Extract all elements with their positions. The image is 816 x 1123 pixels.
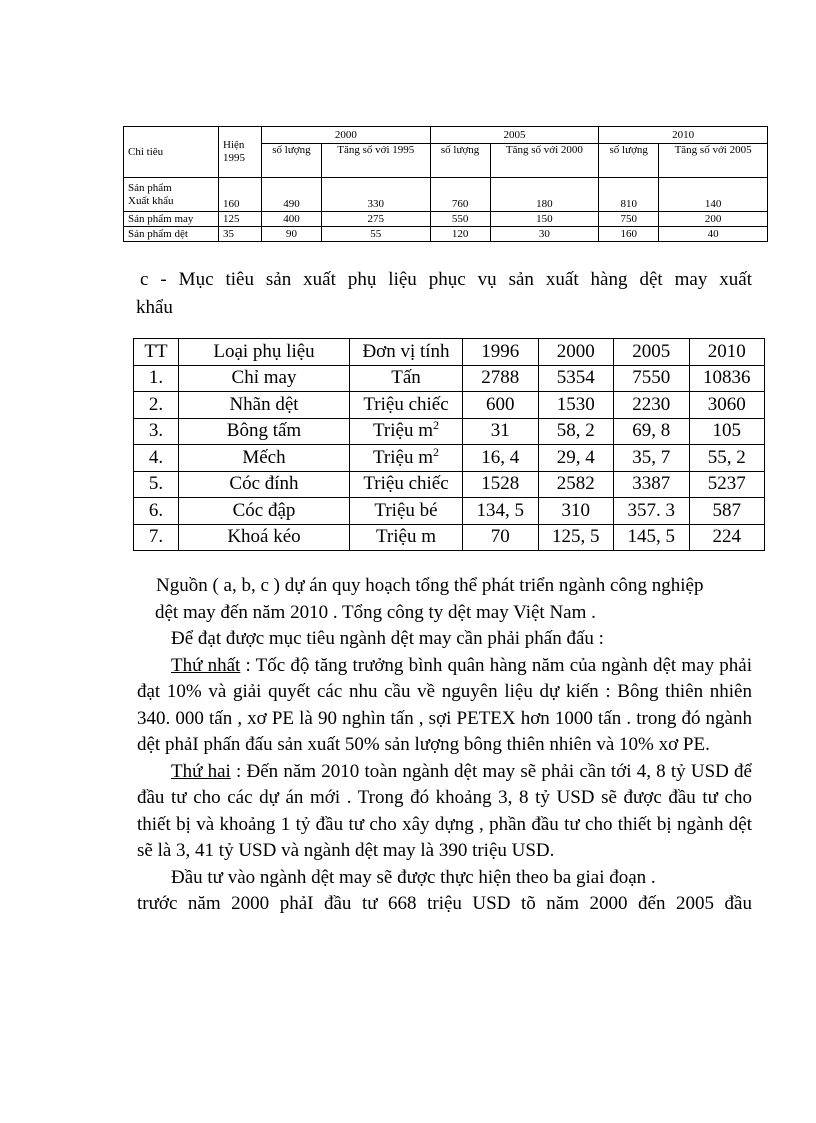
table-cell: 550	[430, 212, 490, 227]
row-label: Sản phẩm dệt	[124, 227, 219, 242]
table-row	[124, 227, 768, 242]
accessory-production-table	[133, 338, 765, 551]
subheader-tang: Tăng số với 1995	[321, 144, 430, 178]
unit-cell	[350, 392, 463, 419]
table-cell: 150	[490, 212, 599, 227]
table-cell: 3060	[689, 392, 765, 419]
table-cell: 140	[659, 178, 768, 212]
table-cell: 90	[262, 227, 322, 242]
table-cell: 35, 7	[614, 445, 690, 472]
table-cell: 5237	[689, 471, 765, 498]
table-row	[134, 471, 765, 498]
unit-text: Triệu m	[375, 526, 436, 548]
table-cell: 55	[321, 227, 430, 242]
table-cell: 29, 4	[538, 445, 614, 472]
row-number: 1.	[134, 365, 179, 392]
table-cell: 125, 5	[538, 524, 614, 551]
table-cell: 357. 3	[614, 498, 690, 525]
header-year: 2005	[614, 339, 690, 366]
table-header-row	[134, 339, 765, 366]
phase-paragraph	[137, 865, 752, 892]
table-cell: 2582	[538, 471, 614, 498]
table-cell: 1528	[463, 471, 539, 498]
table-row	[134, 418, 765, 445]
table-cell: 760	[430, 178, 490, 212]
unit-text: Triệu chiếc	[363, 473, 449, 495]
table-row	[134, 365, 765, 392]
table-row	[134, 392, 765, 419]
table-cell: 310	[538, 498, 614, 525]
unit-text: Tấn	[391, 367, 421, 389]
unit-cell	[350, 445, 463, 472]
subheader-tang: Tăng số với 2000	[490, 144, 599, 178]
row-label-line: Sản phẩm	[128, 181, 172, 194]
second-goal-paragraph	[137, 759, 752, 865]
source-line: Nguồn ( a, b, c ) dự án quy hoạch tổng thể phát triển ngành công nghiệp	[156, 575, 704, 596]
source-paragraph-cont: dệt may đến năm 2010 . Tổng công ty dệt may Việt Nam .	[155, 601, 596, 623]
header-year: 2000	[538, 339, 614, 366]
row-label: Sản phẩm may	[124, 212, 219, 227]
phase-paragraph-cont: trước năm 2000 phảI đầu tư 668 triệu USD tõ năm 2000 đến 2005 đầu	[137, 893, 752, 914]
table-cell: 490	[262, 178, 322, 212]
table-row	[134, 498, 765, 525]
table-cell: 2230	[614, 392, 690, 419]
unit-cell	[350, 498, 463, 525]
table-cell: 120	[430, 227, 490, 242]
table-cell: 10836	[689, 365, 765, 392]
first-goal-paragraph	[137, 653, 752, 759]
subheader-so-luong: số lượng	[599, 144, 659, 178]
second-goal-label: Thứ hai	[171, 760, 231, 782]
accessory-name: Chỉ may	[179, 365, 350, 392]
header-chi-tieu: Chỉ tiêu	[124, 127, 219, 178]
accessory-name: Nhãn dệt	[179, 392, 350, 419]
unit-cell	[350, 471, 463, 498]
table-cell: 600	[463, 392, 539, 419]
table-row	[134, 445, 765, 472]
unit-text: Triệu bé	[374, 499, 438, 521]
table-cell: 30	[490, 227, 599, 242]
export-target-table	[123, 126, 768, 242]
table-cell: 7550	[614, 365, 690, 392]
table-cell: 275	[321, 212, 430, 227]
table-cell: 587	[689, 498, 765, 525]
accessory-name: Cóc đính	[179, 471, 350, 498]
row-number: 3.	[134, 418, 179, 445]
header-year: 1996	[463, 339, 539, 366]
table-cell: 224	[689, 524, 765, 551]
header-tt: TT	[134, 339, 179, 366]
table-cell: 3387	[614, 471, 690, 498]
row-number: 7.	[134, 524, 179, 551]
header-loai-phu-lieu: Loại phụ liệu	[179, 339, 350, 366]
source-paragraph	[137, 573, 752, 600]
unit-cell	[350, 524, 463, 551]
heading-line: c - Mục tiêu sản xuất phụ liệu phục vụ sản xuất hàng dệt may xuất	[140, 269, 752, 290]
subheader-so-luong: số lượng	[430, 144, 490, 178]
unit-text: Triệu m	[372, 446, 433, 468]
table-cell: 5354	[538, 365, 614, 392]
unit-cell	[350, 418, 463, 445]
table-cell: 160	[219, 178, 262, 212]
table-cell: 180	[490, 178, 599, 212]
table-cell: 400	[262, 212, 322, 227]
table-cell: 750	[599, 212, 659, 227]
header-hien-1995: Hiện 1995	[219, 127, 262, 178]
subheader-so-luong: số lượng	[262, 144, 322, 178]
unit-cell	[350, 365, 463, 392]
table-cell: 2788	[463, 365, 539, 392]
table-cell: 16, 4	[463, 445, 539, 472]
row-number: 2.	[134, 392, 179, 419]
accessory-name: Cóc đập	[179, 498, 350, 525]
table-cell: 105	[689, 418, 765, 445]
table-cell: 35	[219, 227, 262, 242]
heading-line: khẩu	[136, 297, 173, 318]
header-year-2010: 2010	[599, 127, 768, 144]
accessory-name: Mếch	[179, 445, 350, 472]
table-cell: 40	[659, 227, 768, 242]
table-cell: 145, 5	[614, 524, 690, 551]
table-cell: 58, 2	[538, 418, 614, 445]
header-year: 2010	[689, 339, 765, 366]
row-number: 5.	[134, 471, 179, 498]
table-cell: 125	[219, 212, 262, 227]
table-row	[124, 178, 768, 212]
unit-text: Triệu chiếc	[363, 393, 449, 415]
unit-superscript: 2	[433, 418, 439, 433]
header-year-2000: 2000	[262, 127, 431, 144]
second-goal-text: : Đến năm 2010 toàn ngành dệt may sẽ phải cần tới 4, 8 tỷ USD để đầu tư cho các dự án mới . Trong đó khoảng 3, 8 tỷ USD sẽ được đầu tư cho thiết bị và khoảng 1 tỷ đầu tư cho xây dựng , phần đầu tư cho thiết bị ngành dệt sẽ là 3, 41 tỷ USD và ngành dệt may là 390 triệu USD.	[137, 760, 752, 861]
section-heading-c	[136, 266, 752, 322]
table-row	[134, 524, 765, 551]
first-goal-text: : Tốc độ tăng trưởng bình quân hàng năm của ngành dệt may phải đạt 10% và giải quyết các nhu cầu về nguyên liệu dự kiến : Bông thiên nhiên 340. 000 tấn , xơ PE là 90 nghìn tấn , sợi PETEX hơn 1000 tấn . trong đó ngành dệt phảI phấn đấu sản xuất 50% sản lượng bông thiên nhiên và 10% xơ PE.	[137, 654, 752, 755]
body-text	[137, 573, 752, 918]
first-goal-label: Thứ nhất	[171, 654, 241, 676]
header-year-2005: 2005	[430, 127, 599, 144]
table-cell: 55, 2	[689, 445, 765, 472]
unit-superscript: 2	[433, 444, 439, 459]
goal-intro: Để đạt được mục tiêu ngành dệt may cần phải phấn đấu :	[171, 628, 604, 649]
table-cell: 134, 5	[463, 498, 539, 525]
accessory-name: Khoá kéo	[179, 524, 350, 551]
table-row	[124, 212, 768, 227]
table-cell: 70	[463, 524, 539, 551]
accessory-name: Bông tấm	[179, 418, 350, 445]
phase-line: Đầu tư vào ngành dệt may sẽ được thực hiện theo ba giai đoạn .	[171, 866, 656, 888]
row-number: 6.	[134, 498, 179, 525]
subheader-tang: Tăng số với 2005	[659, 144, 768, 178]
row-label-line: Xuất khẩu	[128, 194, 174, 207]
table-cell: 1530	[538, 392, 614, 419]
table-cell: 160	[599, 227, 659, 242]
row-label	[124, 178, 219, 212]
header-don-vi-tinh: Đơn vị tính	[350, 339, 463, 366]
table-cell: 810	[599, 178, 659, 212]
table-cell: 69, 8	[614, 418, 690, 445]
row-number: 4.	[134, 445, 179, 472]
table-cell: 200	[659, 212, 768, 227]
unit-text: Triệu m	[372, 420, 433, 442]
table-cell: 330	[321, 178, 430, 212]
table-cell: 31	[463, 418, 539, 445]
